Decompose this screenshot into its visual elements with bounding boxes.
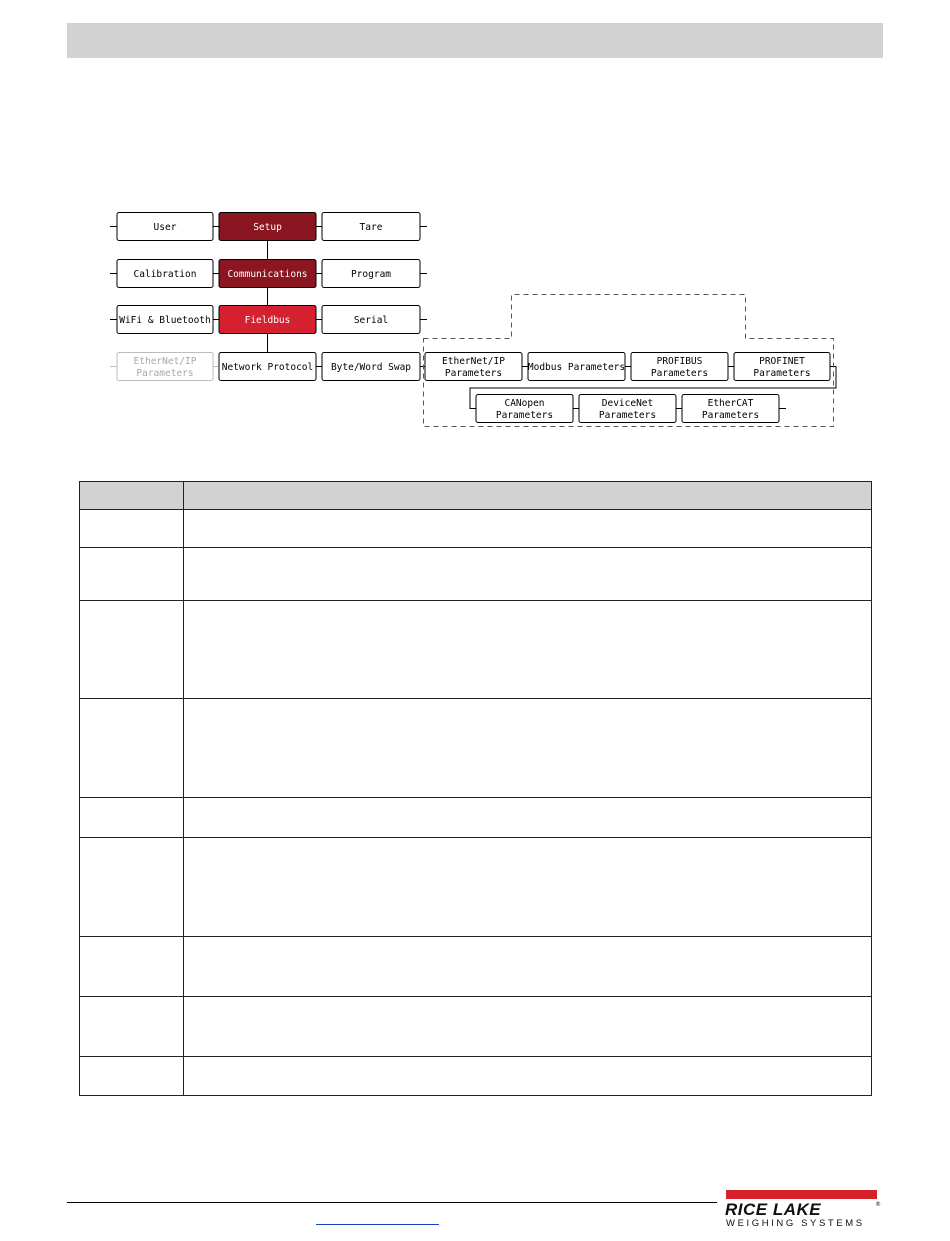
table-cell [184, 937, 872, 997]
table-cell [184, 798, 872, 838]
table-header-row [80, 482, 872, 510]
menu-item-wifi-bluetooth[interactable] [117, 306, 213, 334]
table-cell [184, 838, 872, 937]
table-header-cell [184, 482, 872, 510]
table-cell [80, 1057, 184, 1096]
table-cell [80, 699, 184, 798]
menu-item-communications[interactable] [219, 260, 316, 288]
table-cell [184, 601, 872, 699]
ethercat-line1: EtherCAT [707, 398, 754, 409]
profinet-line1: PROFINET [759, 356, 805, 367]
table-cell [80, 937, 184, 997]
ethernet-ip-line1: EtherNet/IP [442, 356, 505, 367]
menu-item-setup[interactable] [219, 213, 316, 241]
rice-lake-logo [725, 1190, 880, 1230]
menu-item-fieldbus[interactable] [219, 306, 316, 334]
menu-item-calibration-label: Calibration [133, 269, 197, 280]
logo-red-bar [726, 1190, 877, 1199]
devicenet-line2: Parameters [598, 410, 657, 421]
table-cell [80, 798, 184, 838]
menu-item-byte-word-swap-label: Byte/Word Swap [330, 362, 412, 373]
ethercat-line2: Parameters [701, 410, 760, 421]
table-cell [80, 548, 184, 601]
canopen-line1: CANopen [504, 398, 545, 409]
table-cell [184, 510, 872, 548]
menu-item-profibus-parameters[interactable] [631, 353, 728, 381]
menu-item-communications-label: Communications [227, 269, 308, 280]
modbus-label: Modbus Parameters [527, 362, 626, 373]
logo-wordmark: RICE LAKE [725, 1200, 822, 1219]
table-cell [80, 838, 184, 937]
menu-item-calibration[interactable] [117, 260, 213, 288]
menu-item-ethernet-ip-parameters[interactable] [425, 353, 522, 381]
profibus-line2: Parameters [650, 368, 709, 379]
menu-item-profinet-parameters[interactable] [734, 353, 830, 381]
menu-item-program[interactable] [322, 260, 420, 288]
footer-link-underline[interactable] [316, 1224, 439, 1225]
table-cell [80, 510, 184, 548]
table-row [80, 699, 872, 798]
table-row [80, 510, 872, 548]
table-header-cell [80, 482, 184, 510]
menu-item-tare[interactable] [322, 213, 420, 241]
menu-item-program-label: Program [350, 269, 392, 280]
table-cell [80, 997, 184, 1057]
menu-item-modbus-parameters[interactable] [528, 353, 625, 381]
menu-item-ethernet-ip-disabled-line2: Parameters [136, 368, 194, 379]
menu-item-setup-label: Setup [253, 222, 282, 233]
menu-item-ethernet-ip-parameters-disabled [117, 353, 213, 381]
table-row [80, 601, 872, 699]
menu-item-ethernet-ip-disabled-line1: EtherNet/IP [133, 356, 197, 367]
table-cell [80, 601, 184, 699]
table-cell [184, 1057, 872, 1096]
menu-item-fieldbus-label: Fieldbus [244, 315, 291, 326]
menu-item-serial[interactable] [322, 306, 420, 334]
ethernet-ip-line2: Parameters [444, 368, 503, 379]
footer-rule [67, 1202, 717, 1203]
logo-registered-mark: ® [875, 1201, 881, 1208]
logo-tagline: WEIGHING SYSTEMS [726, 1218, 865, 1229]
menu-item-canopen-parameters[interactable] [476, 395, 573, 423]
profinet-line2: Parameters [753, 368, 811, 379]
table-row [80, 997, 872, 1057]
profibus-line1: PROFIBUS [656, 356, 703, 367]
table-row [80, 937, 872, 997]
table-row [80, 548, 872, 601]
menu-item-user[interactable] [117, 213, 213, 241]
menu-item-network-protocol-label: Network Protocol [221, 362, 314, 373]
table-row [80, 1057, 872, 1096]
devicenet-line1: DeviceNet [601, 398, 654, 409]
menu-item-ethercat-parameters[interactable] [682, 395, 779, 423]
table-cell [184, 548, 872, 601]
canopen-line2: Parameters [495, 410, 554, 421]
parameter-table [79, 481, 872, 1096]
menu-item-byte-word-swap[interactable] [322, 353, 420, 381]
table-row [80, 838, 872, 937]
table-row [80, 798, 872, 838]
fieldbus-menu-diagram [0, 0, 950, 450]
menu-item-devicenet-parameters[interactable] [579, 395, 676, 423]
menu-item-wifi-bluetooth-label: WiFi & Bluetooth [119, 315, 211, 326]
menu-item-network-protocol[interactable] [219, 353, 316, 381]
menu-item-tare-label: Tare [359, 222, 383, 233]
table-cell [184, 699, 872, 798]
menu-item-serial-label: Serial [353, 315, 389, 326]
menu-item-user-label: User [153, 222, 177, 233]
table-cell [184, 997, 872, 1057]
